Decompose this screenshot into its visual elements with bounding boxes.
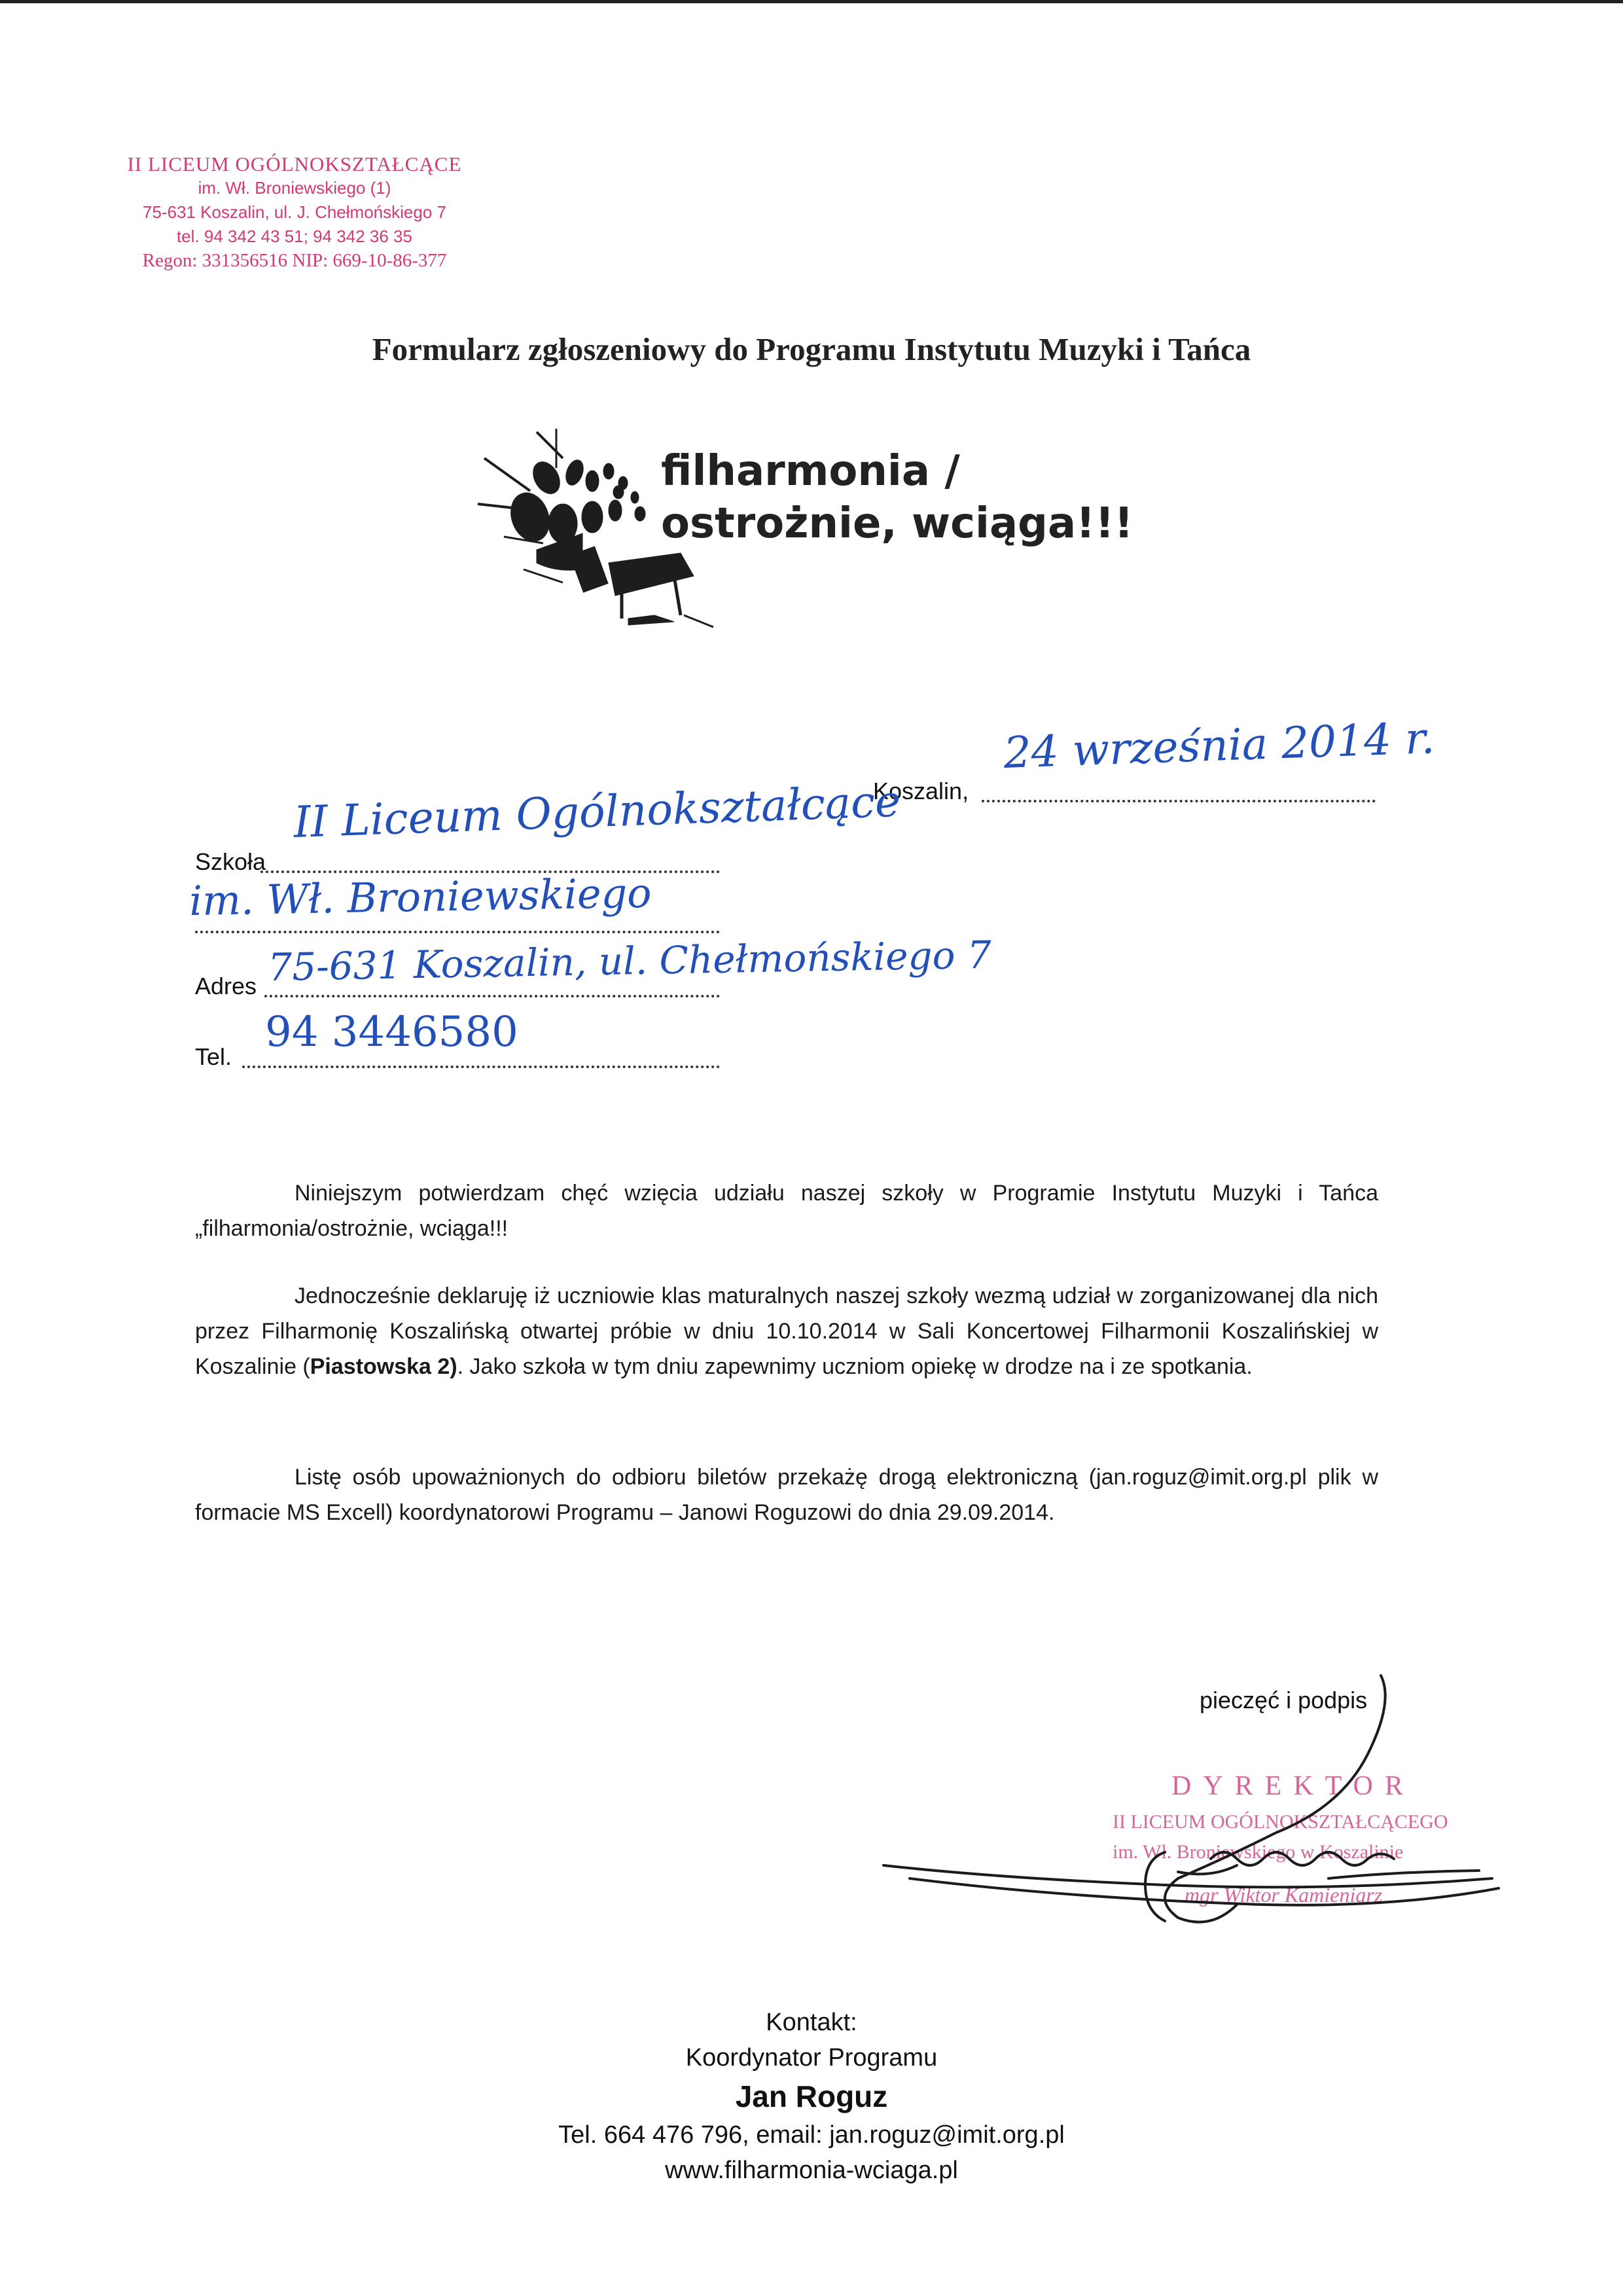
contact-phone-email: Tel. 664 476 796, email: jan.roguz@imit.org.pl [558, 2121, 1065, 2149]
stamp-line-1: II LICEUM OGÓLNOKSZTAŁCĄCE [127, 152, 462, 175]
tel-dotted-line [242, 1066, 720, 1068]
paragraph-ticket-list-text: Listę osób upoważnionych do odbioru biletów przekażę drogą elektroniczną (jan.roguz@imit.org.pl plik w formacie MS Excell) koordynatorowi Programu – Janowi Roguzowi do dnia 29.09.2014. [195, 1465, 1378, 1525]
address-label: Adres [195, 973, 257, 999]
contact-website: www.filharmonia-wciaga.pl [665, 2157, 958, 2184]
school-handwritten-line-1: II Liceum Ogólnokształcące [293, 776, 902, 848]
date-dotted-line [982, 800, 1376, 802]
director-stamp-line-2: im. Wł. Broniewskiego w Koszalinie [1113, 1841, 1404, 1863]
paragraph-confirmation-text: Niniejszym potwierdzam chęć wzięcia udziału naszej szkoły w Programie Instytutu Muzyki i Tańca „filharmonia/ostrożnie, wciąga!!! [195, 1181, 1378, 1241]
school-dotted-line-2 [195, 931, 720, 933]
director-stamp-line-1: II LICEUM OGÓLNOKSZTAŁCĄCEGO [1113, 1811, 1448, 1833]
school-label: Szkoła [195, 848, 266, 875]
place-label: Koszalin, [873, 778, 969, 804]
contact-role: Koordynator Programu [685, 2044, 938, 2072]
logo-line-2: ostrożnie, wciąga!!! [661, 499, 1133, 548]
program-logo [458, 419, 1133, 635]
school-header-stamp [111, 152, 478, 273]
stamp-line-4: tel. 94 342 43 51; 94 342 36 35 [177, 226, 412, 246]
tel-label: Tel. [195, 1043, 232, 1070]
top-border-line [0, 0, 1623, 3]
stamp-line-3: 75-631 Koszalin, ul. J. Chełmońskiego 7 [143, 202, 446, 222]
paragraph-declaration-text-2: . Jako szkoła w tym dniu zapewnimy uczniom opiekę w drodze na i ze spotkania. [457, 1354, 1253, 1379]
contact-name: Jan Roguz [735, 2079, 888, 2113]
seal-and-signature-label: pieczęć i podpis [1200, 1687, 1368, 1713]
director-stamp-name: mgr Wiktor Kamieniarz [1185, 1883, 1383, 1907]
director-stamp-title: DYREKTOR [1171, 1771, 1415, 1801]
paragraph-declaration-text-1: Jednocześnie deklaruję iż uczniowie klas maturalnych naszej szkoły wezmą udział w zorganizowanej dla nich przez Filharmonię Koszalińską otwartej próbie w dniu 10.10.2014 w Sali Koncertowej Filharmonii Koszalińskiej w Koszalinie ( [195, 1283, 1378, 1379]
date-handwritten: 24 września 2014 r. [1003, 713, 1436, 778]
school-handwritten-line-2: im. Wł. Broniewskiego [188, 869, 652, 925]
paragraph-ticket-list [195, 1460, 1378, 1530]
contact-block [0, 2005, 1623, 2188]
logo-line-1: filharmonia / [661, 447, 960, 495]
logo-text [661, 445, 1133, 550]
handwritten-signature-icon [870, 1662, 1525, 1964]
paragraph-declaration-address: Piastowska 2) [310, 1354, 457, 1379]
form-title: Formularz zgłoszeniowy do Programu Instytutu Muzyki i Tańca [372, 331, 1251, 367]
tel-handwritten: 94 3446580 [265, 1008, 518, 1056]
paragraph-confirmation [195, 1175, 1378, 1246]
stamp-line-2: im. Wł. Broniewskiego (1) [198, 178, 391, 198]
stamp-line-5: Regon: 331356516 NIP: 669-10-86-377 [142, 250, 447, 271]
address-handwritten: 75-631 Koszalin, ul. Chełmońskiego 7 [267, 932, 992, 990]
address-dotted-line [264, 995, 720, 997]
contact-heading: Kontakt: [766, 2009, 857, 2036]
paragraph-declaration [195, 1278, 1378, 1384]
